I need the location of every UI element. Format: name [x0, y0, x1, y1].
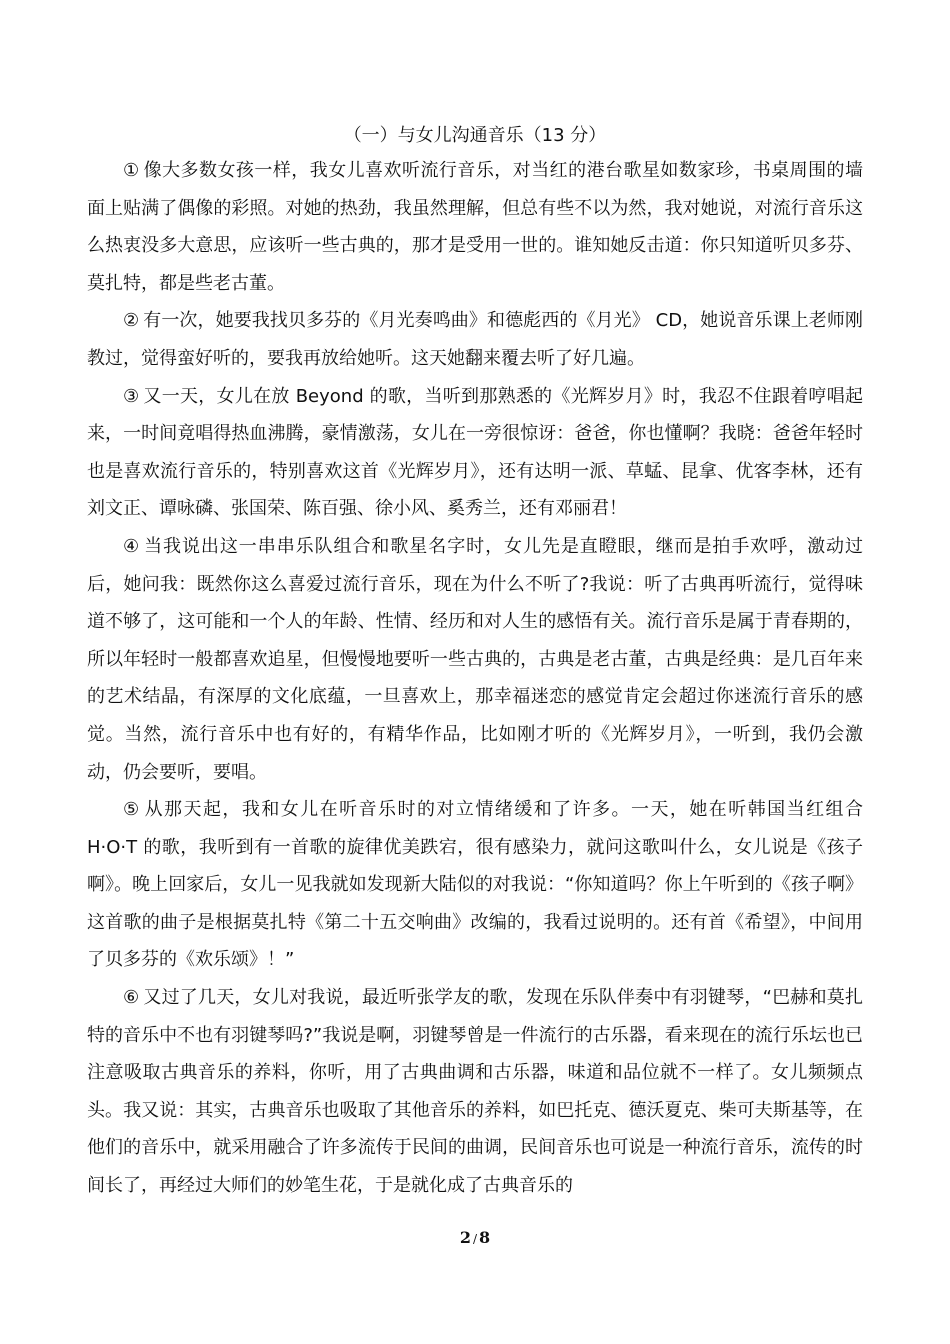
paragraph-4	[87, 528, 863, 791]
paragraph-6	[87, 979, 863, 1205]
paragraph-marker: ③	[123, 385, 140, 407]
paragraph-text: 又一天，女儿在放 Beyond 的歌，当听到那熟悉的《光辉岁月》时，我忍不住跟着哼唱起来，一时间竟唱得热血沸腾，豪情激荡，女儿在一旁很惊讶：爸爸，你也懂啊？我晓：爸爸年轻时也是喜欢流行音乐的，特别喜欢这首《光辉岁月》，还有达明一派、草蜢、昆拿、优客李林，还有刘文正、谭咏磷、张国荣、陈百强、徐小风、奚秀兰，还有邓丽君！	[87, 385, 863, 520]
page-total: 8	[479, 1228, 491, 1247]
paragraph-marker: ①	[123, 160, 140, 181]
paragraph-marker: ④	[123, 535, 141, 557]
page-number	[0, 1226, 950, 1251]
article-body	[87, 152, 863, 1205]
paragraph-1	[87, 152, 863, 302]
paragraph-5	[87, 791, 863, 979]
page-separator: /	[472, 1232, 478, 1246]
paragraph-text: 又过了几天，女儿对我说，最近听张学友的歌，发现在乐队伴奏中有羽键琴，“巴赫和莫扎特的音乐中不也有羽键琴吗?”我说是啊，羽键琴曾是一件流行的古乐器，看来现在的流行乐坛也已注意吸取古典音乐的养料，你听，用了古典曲调和古乐器，味道和品位就不一样了。女儿频频点头。我又说：其实，古典音乐也吸取了其他音乐的养料，如巴托克、德沃夏克、柴可夫斯基等，在他们的音乐中，就采用融合了许多流传于民间的曲调，民间音乐也可说是一种流行音乐，流传的时间长了，再经过大师们的妙笔生花，于是就化成了古典音乐的	[87, 987, 863, 1197]
paragraph-text: 从那天起，我和女儿在听音乐时的对立情绪缓和了许多。一天，她在听韩国当红组合 H·O·T 的歌，我听到有一首歌的旋律优美跌宕，很有感染力，就问这歌叫什么，女儿说是《孩子啊》。晚上回家后，女儿一见我就如发现新大陆似的对我说：“你知道吗？你上午听到的《孩子啊》这首歌的曲子是根据莫扎特《第二十五交响曲》改编的，我看过说明的。还有首《希望》，中间用了贝多芬的《欢乐颂》！”	[87, 799, 863, 971]
paragraph-marker: ②	[123, 310, 140, 332]
paragraph-marker: ⑤	[123, 799, 141, 821]
page-current: 2	[459, 1228, 471, 1247]
section-title: （一）与女儿沟通音乐（13 分）	[343, 125, 607, 146]
paragraph-marker: ⑥	[123, 987, 140, 1009]
paragraph-3	[87, 378, 863, 528]
paragraph-text: 当我说出这一串串乐队组合和歌星名字时，女儿先是直瞪眼，继而是拍手欢呼，激动过后，她问我：既然你这么喜爱过流行音乐，现在为什么不听了?我说：听了古典再听流行，觉得味道不够了，这可能和一个人的年龄、性情、经历和对人生的感悟有关。流行音乐是属于青春期的，所以年轻时一般都喜欢追星，但慢慢地要听一些古典的，古典是老古董，古典是经典：是几百年来的艺术结晶，有深厚的文化底蕴，一旦喜欢上，那幸福迷恋的感觉肯定会超过你迷流行音乐的感觉。当然，流行音乐中也有好的，有精华作品，比如刚才听的《光辉岁月》，一听到，我仍会激动，仍会要听，要唱。	[87, 535, 864, 783]
paragraph-text: 像大多数女孩一样，我女儿喜欢听流行音乐，对当红的港台歌星如数家珍，书桌周围的墙面上贴满了偶像的彩照。对她的热劲，我虽然理解，但总有些不以为然，我对她说，对流行音乐这么热衷没多大意思，应该听一些古典的，那才是受用一世的。谁知她反击道：你只知道听贝多芬、莫扎特，都是些老古董。	[87, 160, 864, 294]
paragraph-text: 有一次，她要我找贝多芬的《月光奏鸣曲》和德彪西的《月光》 CD，她说音乐课上老师刚教过，觉得蛮好听的，要我再放给她听。这天她翻来覆去听了好几遍。	[87, 310, 863, 369]
paragraph-2	[87, 302, 863, 377]
